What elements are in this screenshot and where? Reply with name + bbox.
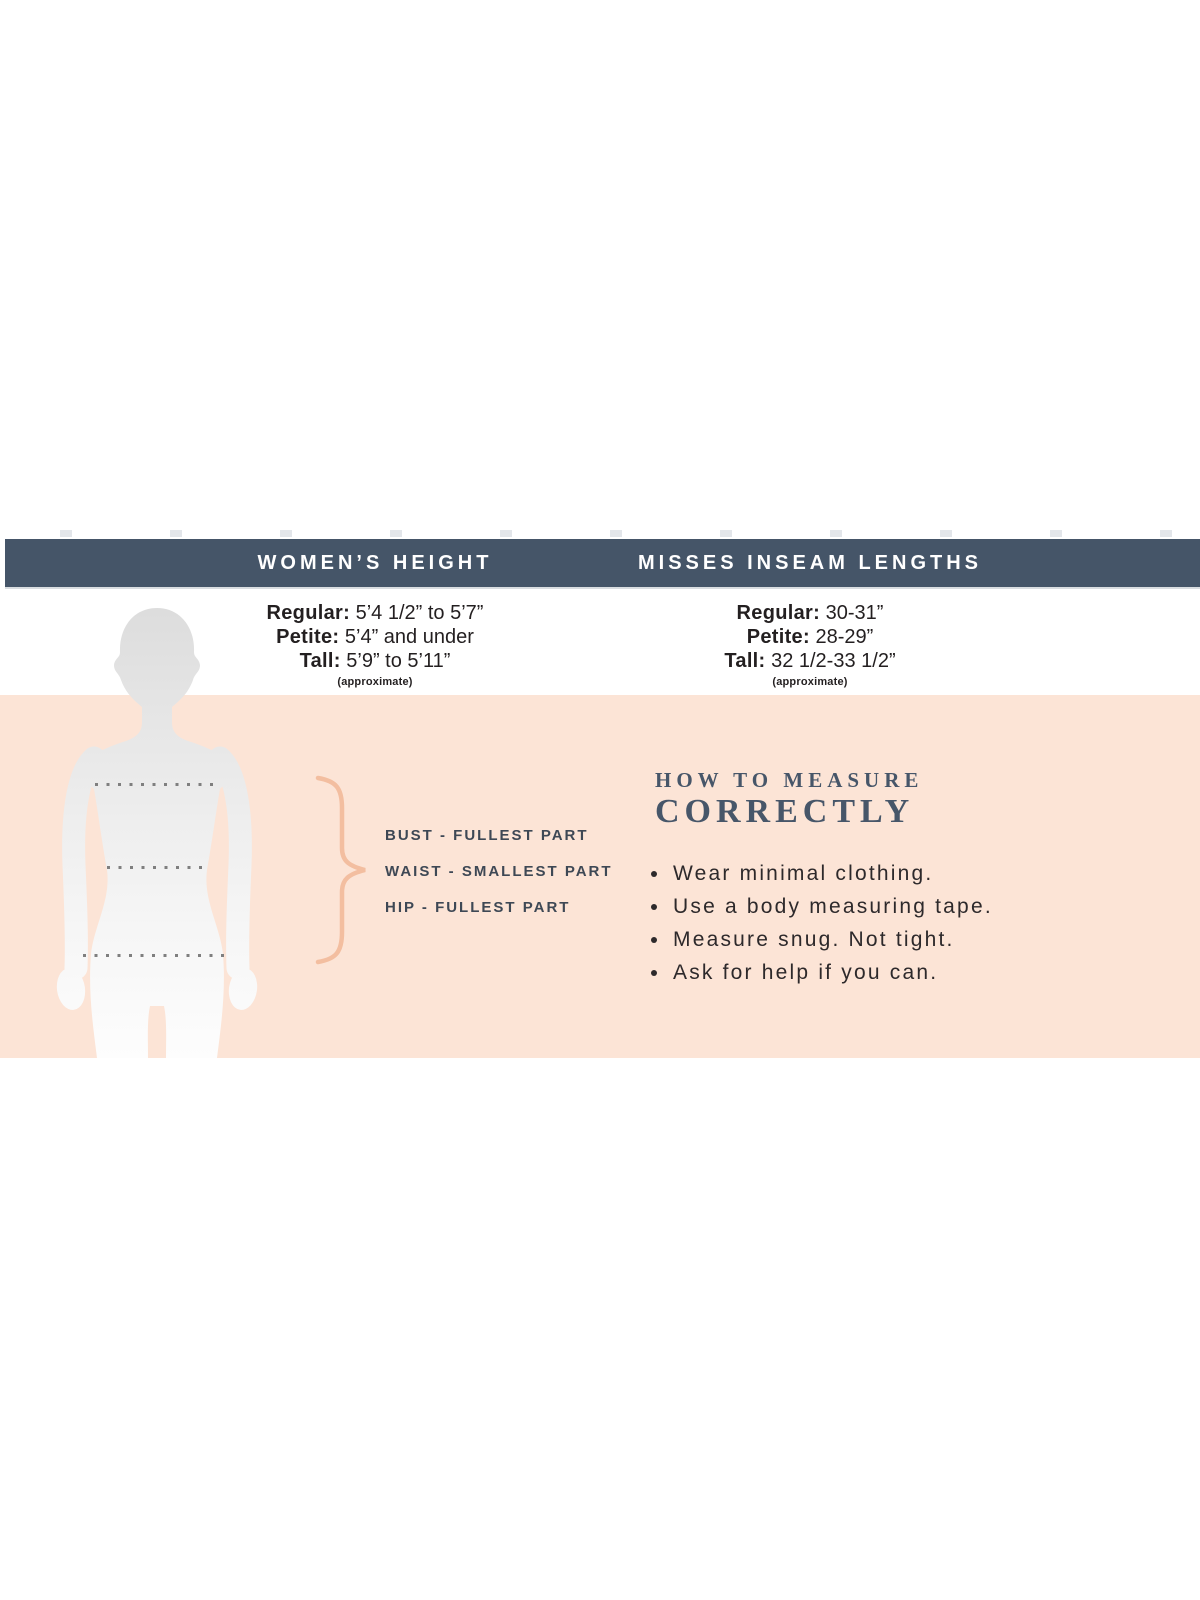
- inseam-row-regular: [595, 601, 1025, 625]
- inseam-row-regular-label: Regular:: [736, 602, 821, 624]
- figure-body: [76, 608, 238, 1058]
- bust-label: BUST - FULLEST PART: [385, 827, 589, 844]
- height-row-petite-value: 5’4” and under: [339, 626, 474, 648]
- height-row-regular-value: 5’4 1/2” to 5’7”: [350, 602, 484, 624]
- inseam-row-regular-value: 30-31”: [820, 602, 884, 624]
- inseam-row-petite: [595, 625, 1025, 649]
- hip-dotted-line: [83, 954, 229, 957]
- bullet-dot-icon: [651, 904, 657, 910]
- tip-item: [655, 928, 993, 952]
- height-row-tall-label: Tall:: [299, 650, 341, 672]
- figure-left-arm: [74, 758, 94, 968]
- figure-right-arm: [220, 758, 240, 968]
- tape-tick-marks: [0, 530, 1200, 537]
- bust-dotted-line: [95, 783, 217, 786]
- waist-label: WAIST - SMALLEST PART: [385, 863, 613, 880]
- how-to-measure-eyebrow: HOW TO MEASURE: [655, 768, 924, 792]
- inseam-row-petite-value: 28-29”: [809, 626, 874, 648]
- female-figure-silhouette-icon: [30, 600, 280, 1058]
- curly-brace-icon: [312, 772, 374, 968]
- tip-item: [655, 862, 993, 886]
- tip-text: Measure snug. Not tight.: [673, 928, 955, 951]
- bullet-dot-icon: [651, 871, 657, 877]
- column-title-misses-inseam: MISSES INSEAM LENGTHS: [637, 552, 983, 574]
- inseam-row-tall-value: 32 1/2-33 1/2”: [765, 650, 896, 672]
- height-row-petite-label: Petite:: [276, 626, 340, 648]
- bullet-dot-icon: [651, 937, 657, 943]
- inseam-row-tall: [595, 649, 1025, 673]
- how-to-measure-title: CORRECTLY: [655, 793, 915, 830]
- height-row-regular-label: Regular:: [266, 602, 351, 624]
- how-to-measure-section: [655, 768, 993, 994]
- measuring-tips-list: [655, 862, 993, 985]
- tip-item: [655, 961, 993, 985]
- inseam-spec-column: [595, 601, 1025, 692]
- tip-item: [655, 895, 993, 919]
- hip-label: HIP - FULLEST PART: [385, 899, 571, 916]
- column-title-womens-height: WOMEN’S HEIGHT: [257, 552, 493, 574]
- height-row-tall-value: 5’9” to 5’11”: [340, 650, 451, 672]
- height-approximate-note: (approximate): [337, 676, 413, 688]
- tip-text: Ask for help if you can.: [673, 961, 939, 984]
- tip-text: Use a body measuring tape.: [673, 895, 993, 918]
- inseam-row-tall-label: Tall:: [724, 650, 766, 672]
- measure-point-labels: [385, 828, 613, 936]
- bullet-dot-icon: [651, 970, 657, 976]
- tip-text: Wear minimal clothing.: [673, 862, 934, 885]
- inseam-approximate-note: (approximate): [772, 676, 848, 688]
- inseam-row-petite-label: Petite:: [746, 626, 810, 648]
- waist-dotted-line: [107, 866, 208, 869]
- chart-header-bar: [5, 539, 1200, 587]
